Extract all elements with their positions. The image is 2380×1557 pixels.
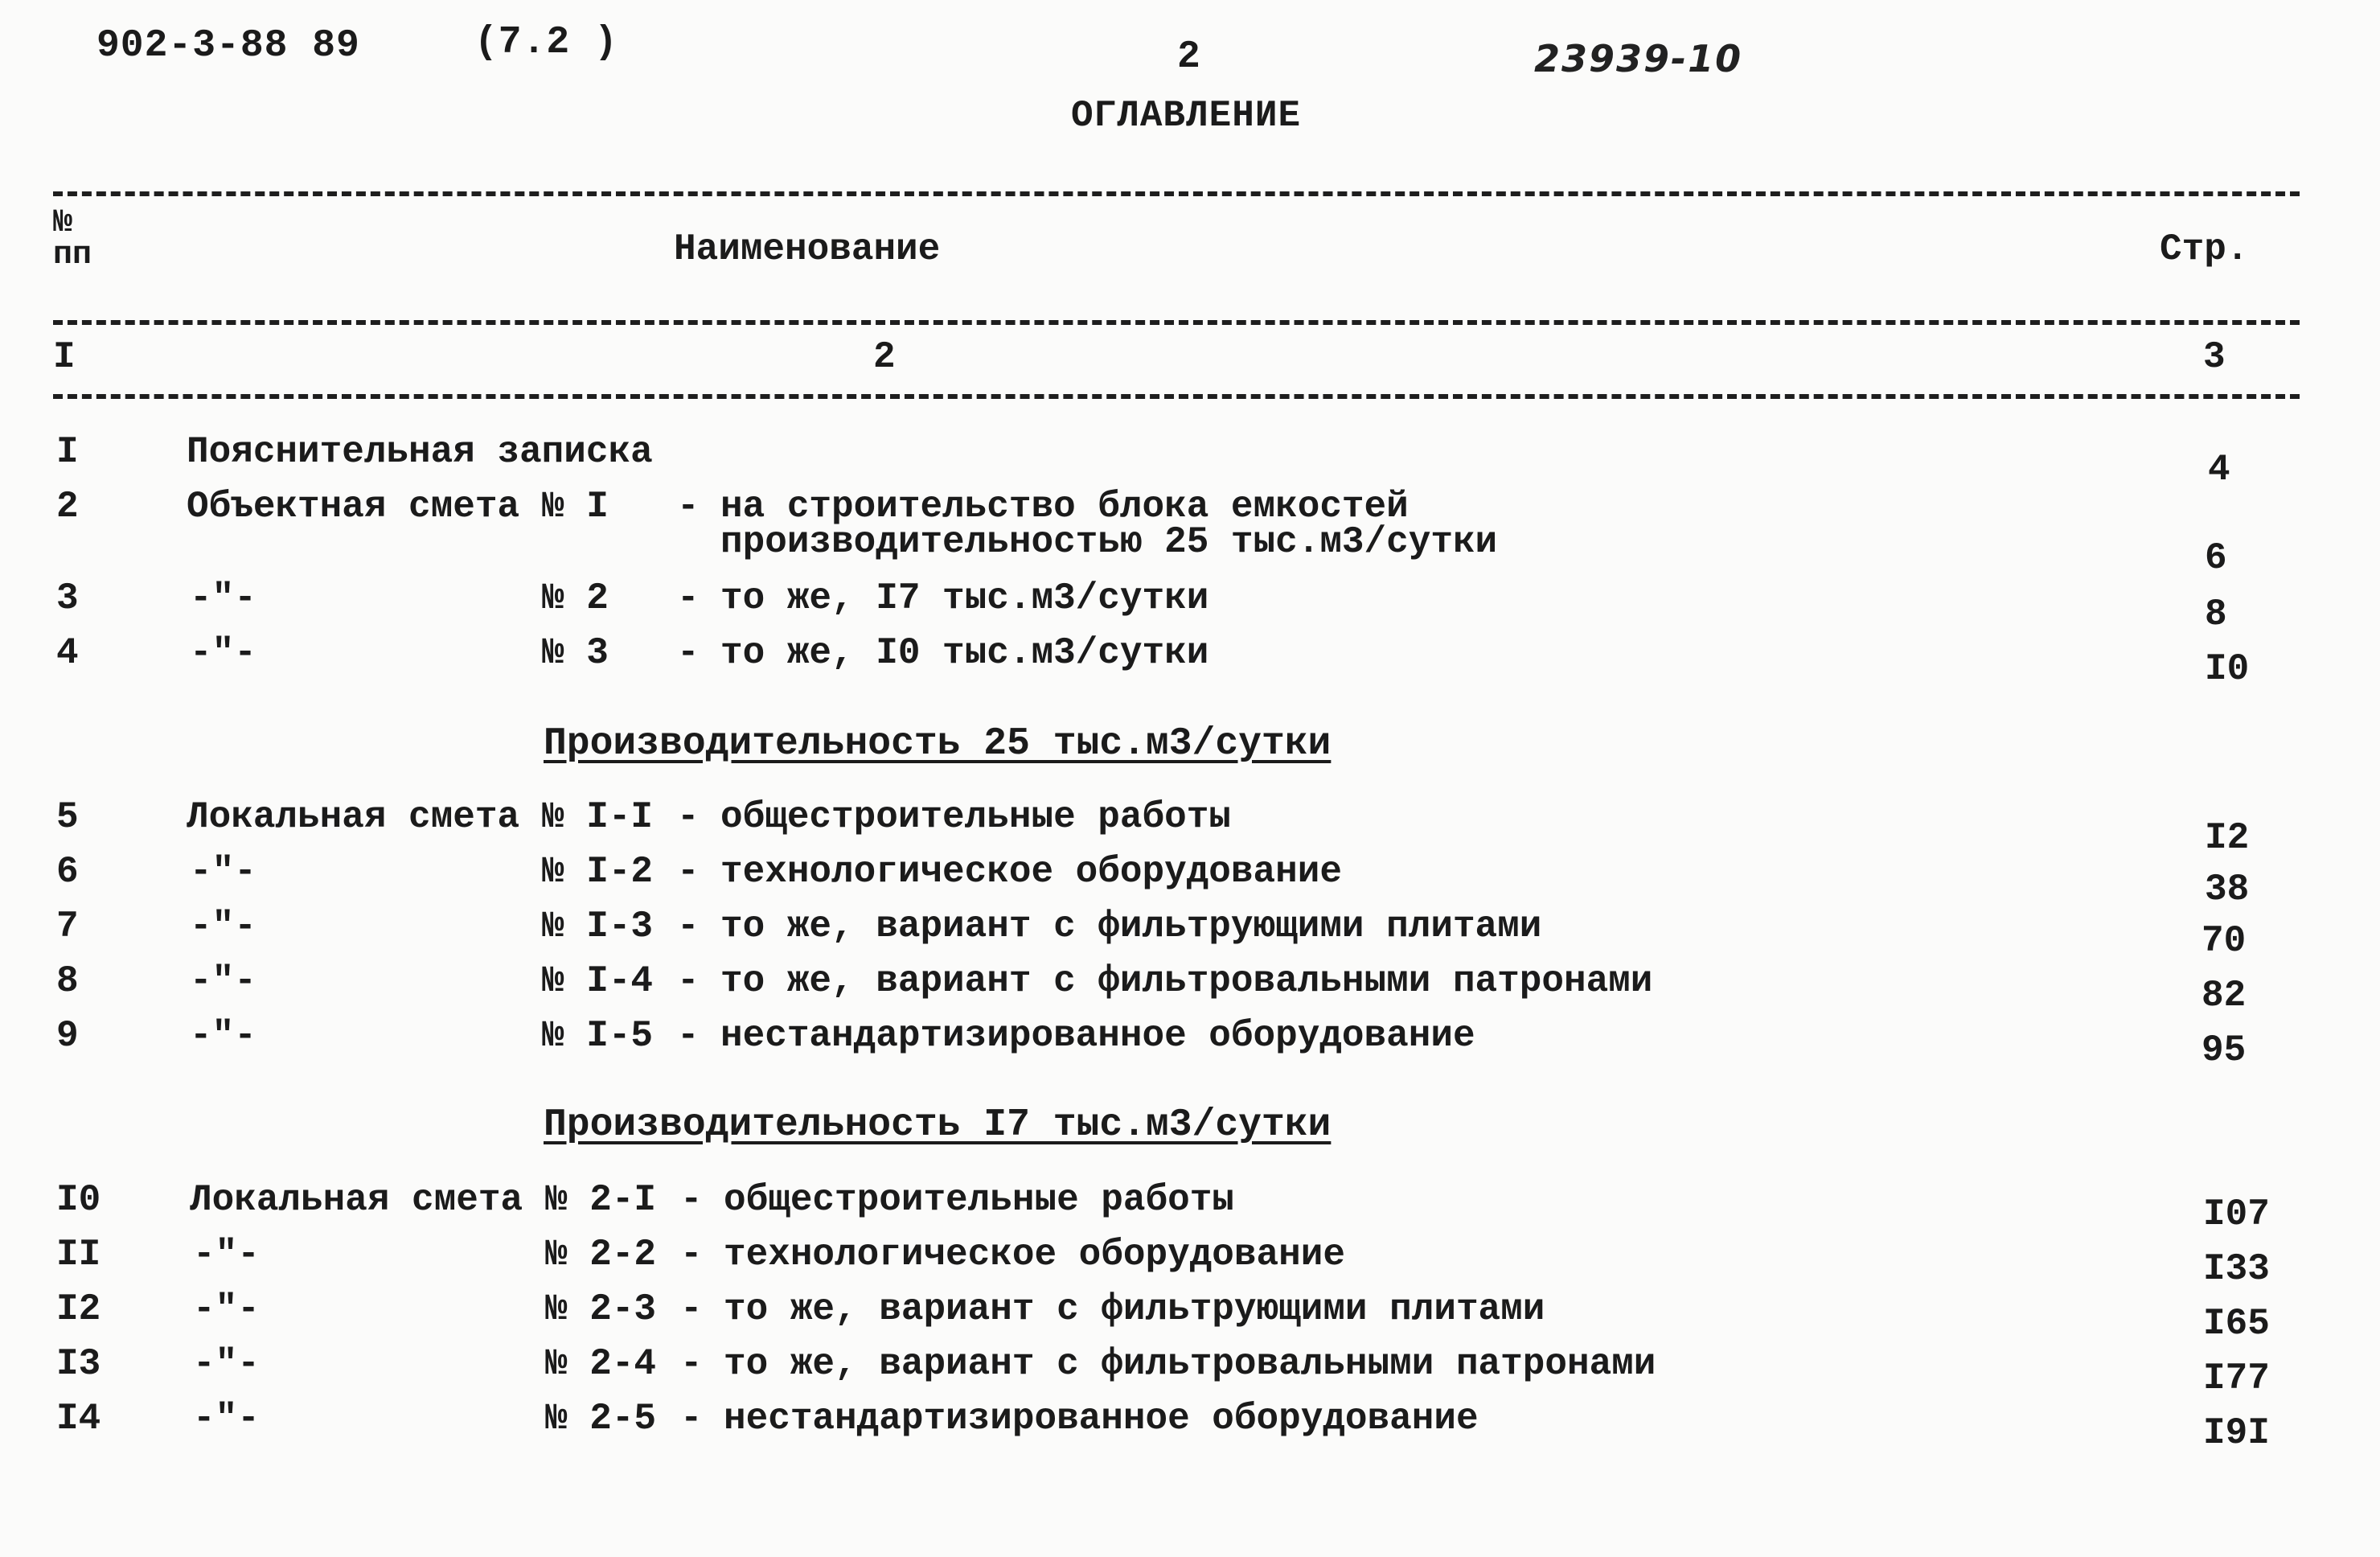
column-index-page: 3 bbox=[2203, 336, 2226, 378]
row-page: I9I bbox=[2203, 1412, 2270, 1454]
row-dash: - bbox=[677, 906, 700, 947]
rule-index-bottom bbox=[53, 394, 2300, 399]
row-reference: № 2-4 bbox=[545, 1343, 657, 1385]
row-number: 9 bbox=[56, 1015, 79, 1057]
column-header-name: Наименование bbox=[674, 228, 941, 270]
row-description: нестандартизированное оборудование bbox=[724, 1398, 1479, 1440]
row-description: технологическое оборудование bbox=[724, 1234, 1345, 1276]
row-number: 8 bbox=[56, 960, 79, 1002]
row-number: I2 bbox=[56, 1288, 101, 1330]
row-number: I3 bbox=[56, 1343, 101, 1385]
row-page: I77 bbox=[2203, 1358, 2270, 1399]
document-code: 902-3-88 89 bbox=[96, 24, 360, 68]
row-name: -"- bbox=[193, 1398, 260, 1440]
column-index-number: I bbox=[53, 336, 76, 378]
row-description: нестандартизированное оборудование bbox=[720, 1015, 1475, 1057]
row-dash: - bbox=[680, 1398, 703, 1440]
number-sign-label: № bbox=[53, 205, 73, 241]
column-header-page: Стр. bbox=[2160, 228, 2249, 270]
row-number: II bbox=[56, 1234, 101, 1276]
row-page: I2 bbox=[2205, 817, 2250, 859]
row-dash: - bbox=[677, 1015, 700, 1057]
row-number: I4 bbox=[56, 1398, 101, 1440]
row-reference: № I-I bbox=[542, 796, 654, 838]
row-description: то же, вариант с фильтрующими плитами bbox=[724, 1288, 1545, 1330]
row-reference: № 2 bbox=[542, 577, 609, 619]
row-name: -"- bbox=[190, 1015, 256, 1057]
row-number: 4 bbox=[56, 632, 79, 674]
row-dash: - bbox=[680, 1288, 703, 1330]
row-number: I bbox=[56, 431, 79, 473]
row-reference: № I-3 bbox=[542, 906, 654, 947]
row-number: 7 bbox=[56, 906, 79, 947]
rule-top bbox=[53, 191, 2300, 196]
row-reference: № 2-3 bbox=[545, 1288, 657, 1330]
row-reference: № I-2 bbox=[542, 851, 654, 893]
row-reference: № 2-I bbox=[545, 1179, 657, 1221]
row-reference: № 3 bbox=[542, 632, 609, 674]
row-dash: - bbox=[677, 632, 700, 674]
row-page: 6 bbox=[2205, 537, 2227, 579]
row-name: -"- bbox=[190, 577, 256, 619]
rule-header-bottom bbox=[53, 320, 2300, 325]
row-description: то же, I0 тыс.м3/сутки bbox=[720, 632, 1209, 674]
row-dash: - bbox=[677, 486, 700, 528]
row-description: общестроительные работы bbox=[724, 1179, 1234, 1221]
row-page: 95 bbox=[2202, 1029, 2247, 1071]
column-header-number bbox=[53, 207, 92, 272]
sheet-reference: (7.2 ) bbox=[474, 21, 618, 64]
row-dash: - bbox=[680, 1234, 703, 1276]
row-number: 6 bbox=[56, 851, 79, 893]
row-name: -"- bbox=[190, 906, 256, 947]
row-page: 38 bbox=[2205, 869, 2250, 910]
row-description: общестроительные работы bbox=[720, 796, 1231, 838]
row-page: I65 bbox=[2203, 1303, 2270, 1345]
row-name: Локальная смета bbox=[190, 1179, 523, 1221]
row-dash: - bbox=[677, 577, 700, 619]
row-number: 5 bbox=[56, 796, 79, 838]
row-name: -"- bbox=[190, 960, 256, 1002]
page-title: ОГЛАВЛЕНИЕ bbox=[1071, 95, 1302, 137]
row-description-continued: производительностью 25 тыс.м3/сутки bbox=[720, 521, 1498, 563]
row-reference: № I-4 bbox=[542, 960, 654, 1002]
section-heading: Производительность I7 тыс.м3/сутки bbox=[544, 1103, 1332, 1147]
column-index-name: 2 bbox=[873, 336, 896, 378]
row-number: I0 bbox=[56, 1179, 101, 1221]
row-name: -"- bbox=[190, 632, 256, 674]
row-dash: - bbox=[680, 1179, 703, 1221]
row-dash: - bbox=[677, 960, 700, 1002]
section-heading: Производительность 25 тыс.м3/сутки bbox=[544, 722, 1332, 766]
row-page: I33 bbox=[2203, 1248, 2270, 1290]
row-description: то же, I7 тыс.м3/сутки bbox=[720, 577, 1209, 619]
row-description: технологическое оборудование bbox=[720, 851, 1342, 893]
row-dash: - bbox=[677, 796, 700, 838]
page-number: 2 bbox=[1177, 35, 1201, 79]
row-description: то же, вариант с фильтровальными патронами bbox=[720, 960, 1653, 1002]
number-abbrev-label: пп bbox=[53, 237, 92, 273]
row-name: -"- bbox=[193, 1343, 260, 1385]
row-page: I07 bbox=[2203, 1193, 2270, 1235]
inventory-number: 23939-10 bbox=[1534, 37, 1743, 80]
row-page: 70 bbox=[2202, 920, 2247, 962]
row-reference: № I-5 bbox=[542, 1015, 654, 1057]
row-name: -"- bbox=[193, 1234, 260, 1276]
row-dash: - bbox=[680, 1343, 703, 1385]
row-reference: № I bbox=[542, 486, 609, 528]
row-page: I0 bbox=[2205, 648, 2250, 690]
row-description: то же, вариант с фильтровальными патронами bbox=[724, 1343, 1656, 1385]
row-reference: № 2-2 bbox=[545, 1234, 657, 1276]
row-name: -"- bbox=[193, 1288, 260, 1330]
row-number: 3 bbox=[56, 577, 79, 619]
row-description: на строительство блока емкостей bbox=[720, 486, 1409, 528]
row-page: 82 bbox=[2202, 975, 2247, 1017]
row-description: то же, вариант с фильтрующими плитами bbox=[720, 906, 1542, 947]
row-dash: - bbox=[677, 851, 700, 893]
row-name: Объектная смета bbox=[187, 486, 520, 528]
row-number: 2 bbox=[56, 486, 79, 528]
row-page: 8 bbox=[2205, 594, 2227, 635]
row-page: 4 bbox=[2208, 449, 2230, 491]
row-name: Пояснительная записка bbox=[187, 431, 653, 473]
row-name: Локальная смета bbox=[187, 796, 520, 838]
row-name: -"- bbox=[190, 851, 256, 893]
row-reference: № 2-5 bbox=[545, 1398, 657, 1440]
